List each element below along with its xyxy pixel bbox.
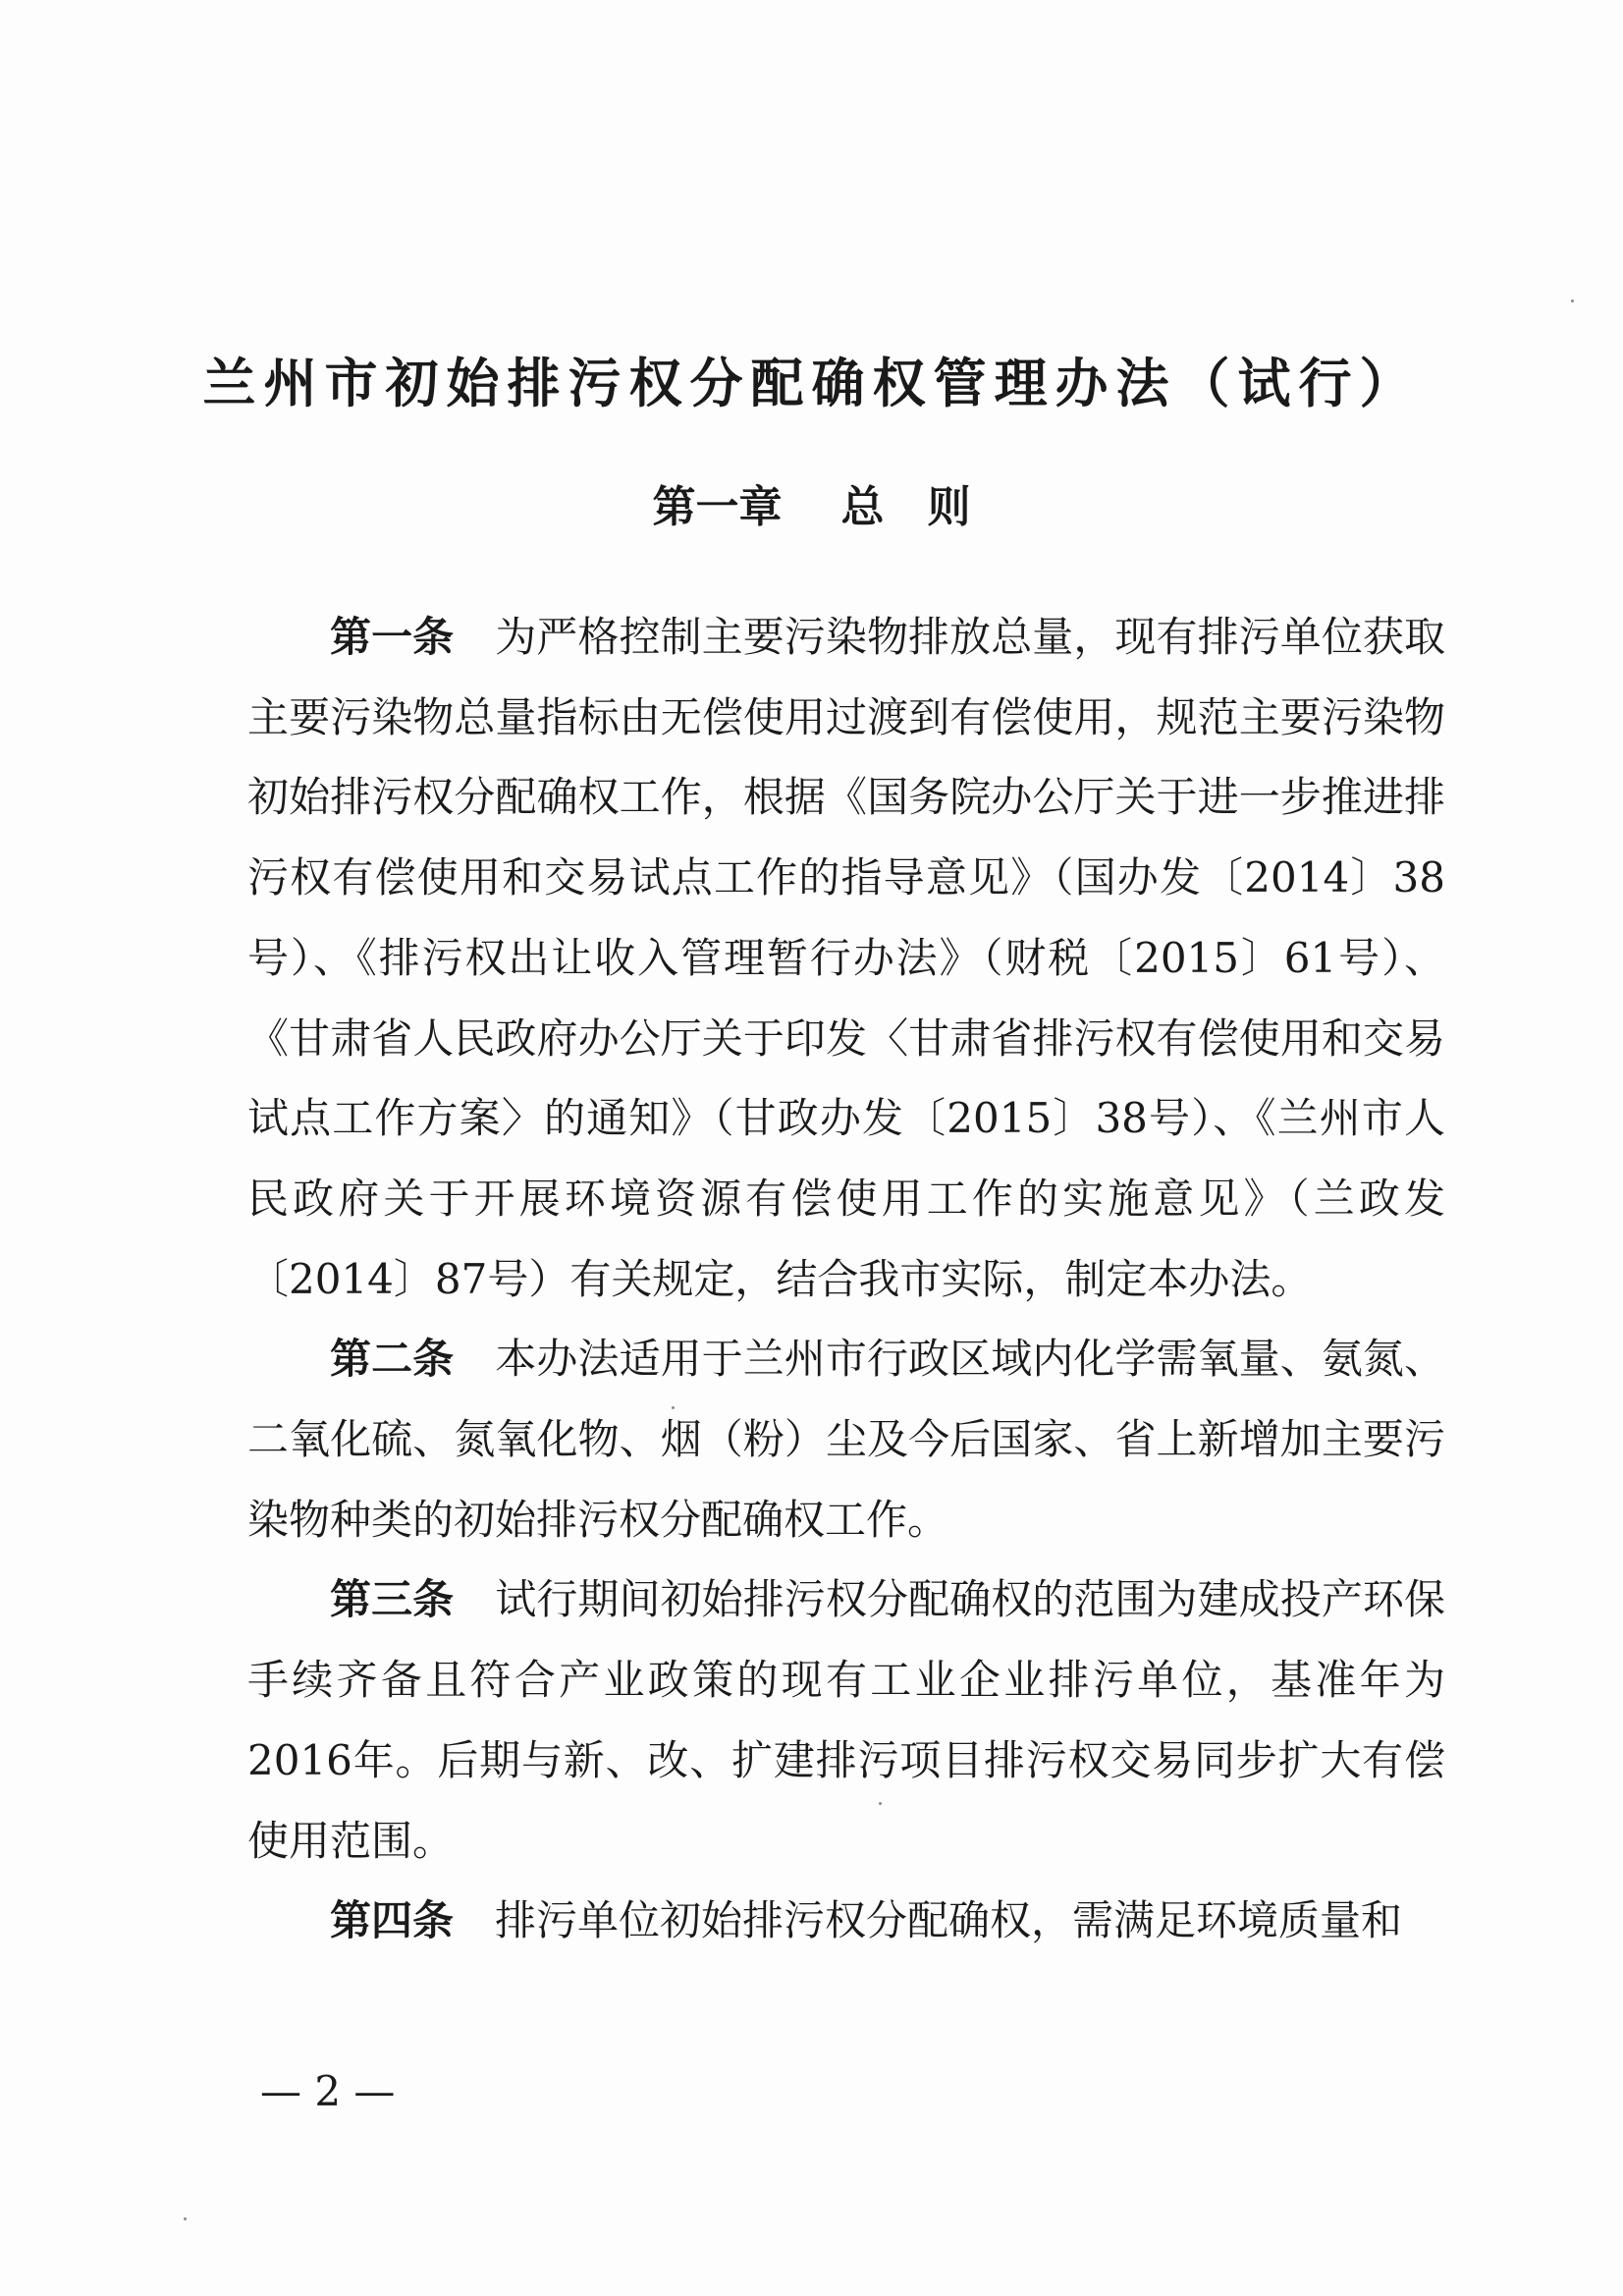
page-number: — 2 — xyxy=(260,2067,396,2115)
article-1 xyxy=(247,597,1445,1319)
article-1-head: 第一条 xyxy=(330,613,455,661)
chapter-number: 第一章 xyxy=(652,482,783,532)
scan-speck xyxy=(672,1406,675,1409)
document-title: 兰州市初始排污权分配确权管理办法（试行） xyxy=(202,352,1421,414)
article-1-text: 为严格控制主要污染物排放总量，现有排污单位获取主要污染物总量指标由无偿使用过渡到有偿使用，规范主要污染物初始排污权分配确权工作，根据《国务院办公厅关于进一步推进排污权有偿使用和交易试点工作的指导意见》（国办发〔2014〕38号）、《排污权出让收入管理暂行办法》（财税〔2015〕61号）、《甘肃省人民政府办公厅关于印发〈甘肃省排污权有偿使用和交易试点工作方案〉的通知》（甘政办发〔2015〕38号）、《兰州市人民政府关于开展环境资源有偿使用工作的实施意见》（兰政发〔2014〕87号）有关规定，结合我市实际，制定本办法。 xyxy=(247,613,1445,1303)
scan-speck xyxy=(184,2217,187,2220)
article-4 xyxy=(247,1881,1445,1961)
chapter-heading xyxy=(0,478,1623,537)
article-4-text: 排污单位初始排污权分配确权，需满足环境质量和 xyxy=(495,1896,1403,1945)
scan-speck xyxy=(879,1802,882,1805)
document-body xyxy=(247,597,1445,1961)
scan-speck xyxy=(1571,300,1574,302)
article-3-head: 第三条 xyxy=(330,1575,455,1624)
article-2-head: 第二条 xyxy=(330,1335,455,1384)
article-3-text: 试行期间初始排污权分配确权的范围为建成投产环保手续齐备且符合产业政策的现有工业企业排污单位，基准年为2016年。后期与新、改、扩建排污项目排污权交易同步扩大有偿使用范围。 xyxy=(247,1575,1445,1865)
article-4-head: 第四条 xyxy=(330,1896,455,1945)
chapter-title-part2: 则 xyxy=(927,482,971,532)
article-3 xyxy=(247,1559,1445,1881)
chapter-title-part1: 总 xyxy=(840,482,885,532)
article-2 xyxy=(247,1319,1445,1559)
article-2-text: 本办法适用于兰州市行政区域内化学需氧量、氨氮、二氧化硫、氮氧化物、烟（粉）尘及今后国家、省上新增加主要污染物种类的初始排污权分配确权工作。 xyxy=(247,1335,1445,1544)
